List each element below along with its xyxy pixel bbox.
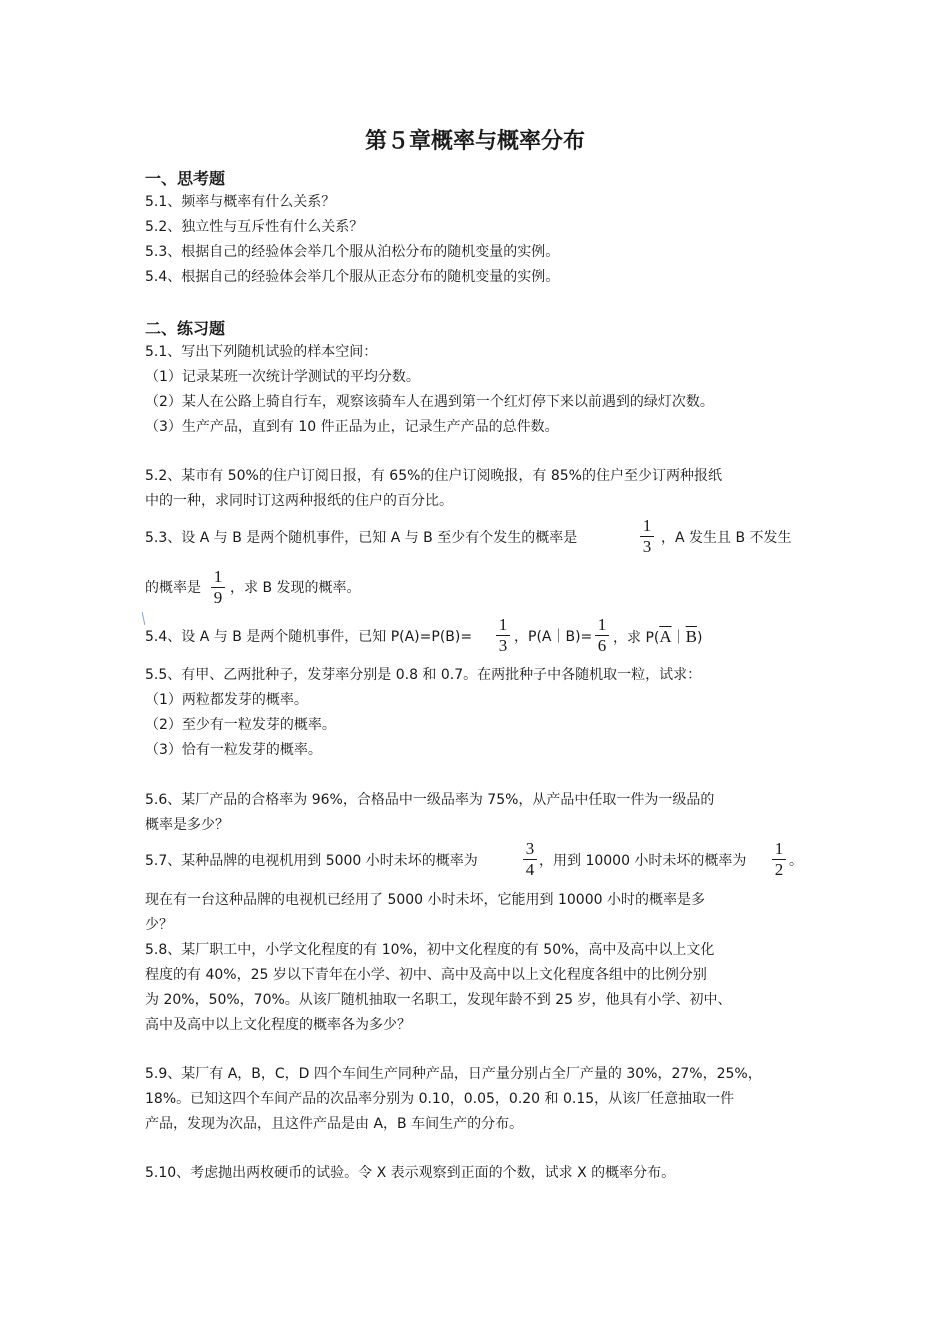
exercise-5-3-line-1a: 5.3、设 A 与 B 是两个随机事件，已知 A 与 B 至少有个发生的概率是 xyxy=(145,530,578,546)
exercise-5-8-line-2: 程度的有 40%，25 岁以下青年在小学、初中、高中及高中以上文化程度各组中的比例分别 xyxy=(145,967,707,983)
exercise-5-3-line-2b: ，求 B 发现的概率。 xyxy=(230,580,361,596)
numerator: 1 xyxy=(498,615,508,634)
given-bar: ｜ xyxy=(671,630,686,646)
numerator: 1 xyxy=(597,615,607,634)
section-heading-exercises: 二、练习题 xyxy=(145,319,226,338)
exercise-5-8-line-1: 5.8、某厂职工中，小学文化程度的有 10%，初中文化程度的有 50%，高中及高中以上文化 xyxy=(145,942,715,958)
numerator: 1 xyxy=(642,516,652,535)
prob-open: ，求 P( xyxy=(613,630,660,646)
exercise-5-7-line-1a: 5.7、某种品牌的电视机用到 5000 小时未坏的概率为 xyxy=(145,853,478,869)
fraction-one-third xyxy=(640,517,654,556)
text-cursor xyxy=(142,612,146,625)
exercise-5-4-part-a: 5.4、设 A 与 B 是两个随机事件，已知 P(A)=P(B)= xyxy=(145,629,473,645)
denominator: 9 xyxy=(213,588,223,607)
exercise-5-4-part-c xyxy=(613,627,702,648)
denominator: 3 xyxy=(642,537,652,556)
exercise-5-7-line-1c: 。 xyxy=(789,853,803,869)
question-5-3: 5.3、根据自己的经验体会举几个服从泊松分布的随机变量的实例。 xyxy=(145,244,560,260)
a-complement: $\overline{A}$ xyxy=(659,627,672,646)
fraction-three-quarters xyxy=(523,840,537,879)
exercise-5-4-part-b: ，P(A｜B)= xyxy=(514,629,593,645)
denominator: 6 xyxy=(597,636,607,655)
exercise-5-6-line-2: 概率是多少？ xyxy=(145,817,229,833)
numerator: 1 xyxy=(213,567,223,586)
chapter-title: 第５章概率与概率分布 xyxy=(364,129,585,154)
exercise-5-7-line-1b: ，用到 10000 小时未坏的概率为 xyxy=(539,853,747,869)
prob-close: ) xyxy=(696,630,703,646)
exercise-5-6-line-1: 5.6、某厂产品的合格率为 96%，合格品中一级品率为 75%，从产品中任取一件为一级品的 xyxy=(145,792,715,808)
exercise-5-9-line-2: 18%。已知这四个车间产品的次品率分别为 0.10，0.05，0.20 和 0.15，从该厂任意抽取一件 xyxy=(145,1091,735,1107)
exercise-5-7-line-2: 现在有一台这种品牌的电视机已经用了 5000 小时未坏，它能用到 10000 小时的概率是多 xyxy=(145,892,705,908)
question-5-2: 5.2、独立性与互斥性有什么关系？ xyxy=(145,219,364,235)
question-5-1: 5.1、频率与概率有什么关系？ xyxy=(145,194,336,210)
denominator: 2 xyxy=(774,860,784,879)
exercise-5-2-line-2: 中的一种，求同时订这两种报纸的住户的百分比。 xyxy=(145,493,453,509)
fraction-one-third xyxy=(496,616,510,655)
b-complement: $\overline{B}$ xyxy=(685,627,697,646)
exercise-5-3-line-1b: ，A 发生且 B 不发生 xyxy=(661,530,792,546)
exercise-5-3-line-2a: 的概率是 xyxy=(145,580,201,596)
exercise-5-1-head: 5.1、写出下列随机试验的样本空间： xyxy=(145,344,378,360)
exercise-5-9-line-3: 产品，发现为次品，且这件产品是由 A，B 车间生产的分布。 xyxy=(145,1116,524,1132)
fraction-one-sixth xyxy=(595,616,609,655)
section-heading-thinking: 一、思考题 xyxy=(145,169,226,188)
exercise-5-5-item-1: （1）两粒都发芽的概率。 xyxy=(145,692,308,708)
denominator: 4 xyxy=(525,860,535,879)
exercise-5-5-head: 5.5、有甲、乙两批种子，发芽率分别是 0.8 和 0.7。在两批种子中各随机取一粒，试求： xyxy=(145,667,702,683)
numerator: 3 xyxy=(525,839,535,858)
exercise-5-10-line-1: 5.10、考虑抛出两枚硬币的试验。令 X 表示观察到正面的个数，试求 X 的概率分布。 xyxy=(145,1165,676,1181)
exercise-5-8-line-3: 为 20%，50%，70%。从该厂随机抽取一名职工，发现年龄不到 25 岁，他具有小学、初中、 xyxy=(145,992,732,1008)
exercise-5-5-item-2: （2）至少有一粒发芽的概率。 xyxy=(145,717,336,733)
exercise-5-7-line-3: 少？ xyxy=(145,917,173,933)
denominator: 3 xyxy=(498,636,508,655)
question-5-4: 5.4、根据自己的经验体会举几个服从正态分布的随机变量的实例。 xyxy=(145,269,560,285)
exercise-5-1-item-3: （3）生产产品，直到有 10 件正品为止，记录生产产品的总件数。 xyxy=(145,419,559,435)
exercise-5-8-line-4: 高中及高中以上文化程度的概率各为多少？ xyxy=(145,1017,411,1033)
fraction-one-ninth xyxy=(211,568,225,607)
exercise-5-9-line-1: 5.9、某厂有 A，B，C，D 四个车间生产同种产品，日产量分别占全厂产量的 30%，27%，25%， xyxy=(145,1066,762,1082)
exercise-5-1-item-1: （1）记录某班一次统计学测试的平均分数。 xyxy=(145,369,420,385)
numerator: 1 xyxy=(774,839,784,858)
exercise-5-2-line-1: 5.2、某市有 50%的住户订阅日报，有 65%的住户订阅晚报，有 85%的住户至少订两种报纸 xyxy=(145,468,722,484)
fraction-one-half xyxy=(772,840,786,879)
exercise-5-5-item-3: （3）恰有一粒发芽的概率。 xyxy=(145,742,322,758)
exercise-5-1-item-2: （2）某人在公路上骑自行车，观察该骑车人在遇到第一个红灯停下来以前遇到的绿灯次数。 xyxy=(145,394,714,410)
